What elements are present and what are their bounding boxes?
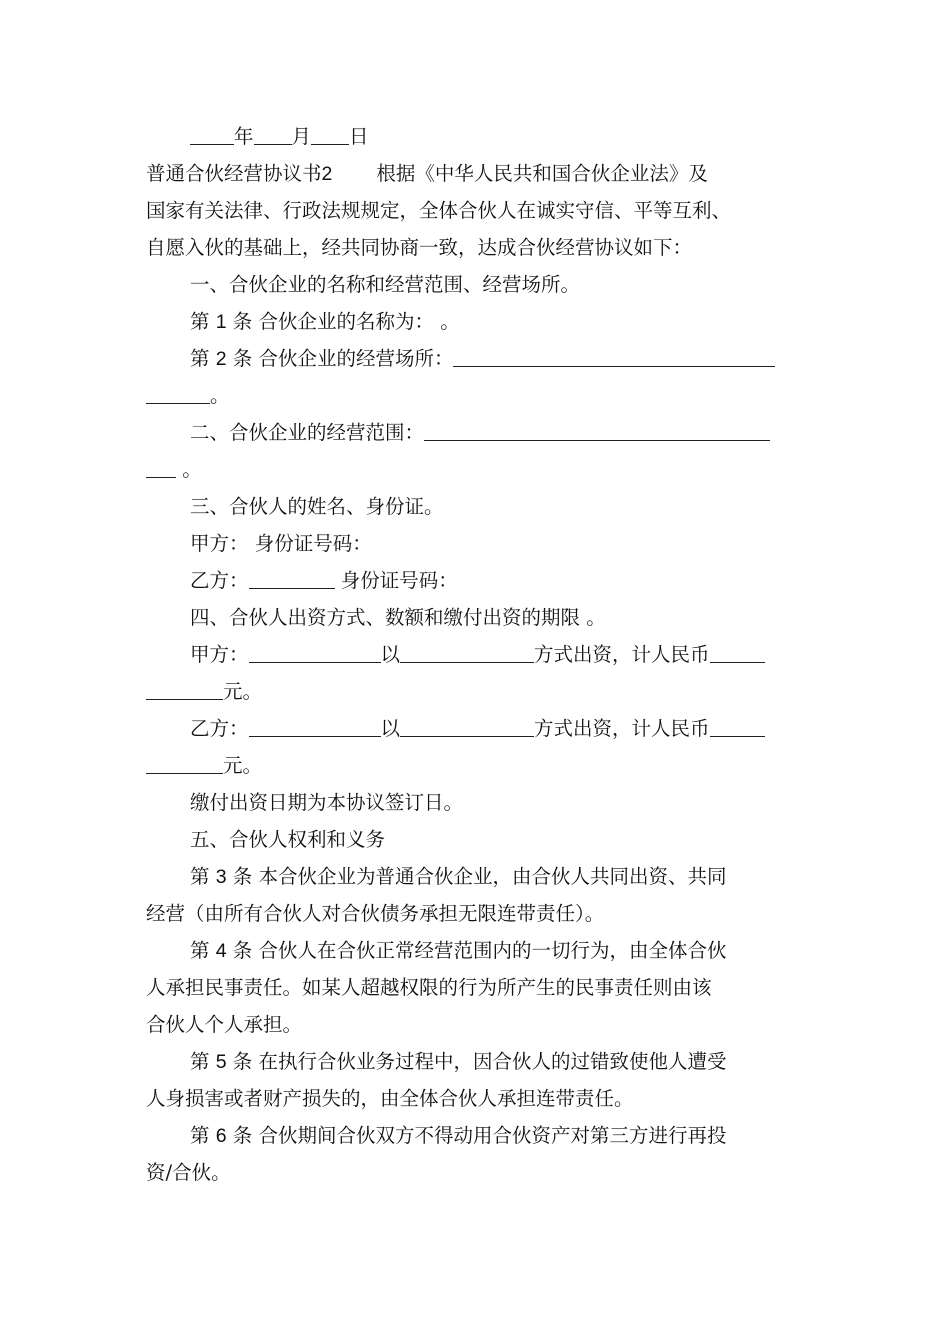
article-2-prefix: 第 — [190, 347, 210, 370]
capital-a-rmb-blank — [710, 640, 765, 663]
article-4-prefix: 第 — [190, 939, 210, 962]
article-3-text: 条 本合伙企业为普通合伙企业，由合伙人共同出资、共同 — [232, 865, 727, 888]
section-1-heading: 一、合伙企业的名称和经营范围、经营场所。 — [190, 273, 581, 296]
capital-b-with: 以 — [380, 717, 401, 740]
article-1-number: 1 — [215, 311, 227, 333]
article-6-text: 条 合伙期间合伙双方不得动用合伙资产对第三方进行再投 — [232, 1124, 727, 1147]
intro-line-2: 国家有关法律、行政法规规定，全体合伙人在诚实守信、平等互利、 — [146, 199, 732, 222]
capital-b — [146, 710, 811, 747]
capital-a-method-blank — [400, 640, 534, 663]
article-1-text: 条 合伙企业的名称为： — [232, 310, 434, 333]
section-3-heading: 三、合伙人的姓名、身份证。 — [190, 495, 444, 518]
month-label: 月 — [291, 125, 312, 148]
year-label: 年 — [234, 125, 254, 148]
month-blank — [254, 122, 292, 145]
article-2-cont — [146, 377, 811, 414]
business-scope-blank-cont — [146, 455, 176, 478]
party-b-label: 乙方： — [190, 569, 249, 592]
intro-line-3: 自愿入伙的基础上，经共同协商一致，达成合伙经营协议如下： — [146, 236, 693, 259]
capital-a-unit: 元。 — [223, 680, 263, 703]
article-1-end: 。 — [440, 310, 460, 333]
article-5-text: 条 在执行合伙业务过程中，因合伙人的过错致使他人遭受 — [232, 1050, 727, 1073]
day-blank — [311, 122, 349, 145]
business-scope-blank — [424, 418, 770, 441]
section-5-heading: 五、合伙人权利和义务 — [190, 828, 386, 851]
article-1 — [146, 303, 811, 340]
article-6-number: 6 — [215, 1125, 227, 1147]
article-4-number: 4 — [215, 940, 227, 962]
article-2-text: 条 合伙企业的经营场所： — [232, 347, 454, 370]
capital-a-amount-blank — [249, 640, 381, 663]
article-4-line-3: 合伙人个人承担。 — [146, 1013, 303, 1036]
capital-b-cont — [146, 747, 811, 784]
capital-a-label: 甲方： — [190, 643, 249, 666]
capital-a-method: 方式出资，计人民币 — [534, 643, 710, 666]
party-b-id-label: 身份证号码： — [340, 569, 458, 592]
capital-b-amount-blank — [249, 714, 381, 737]
article-5-number: 5 — [215, 1051, 227, 1073]
article-1-prefix: 第 — [190, 310, 210, 333]
party-b-name-blank — [249, 566, 335, 589]
capital-b-method-blank — [400, 714, 534, 737]
article-4 — [146, 932, 811, 969]
document-title-number: 2 — [321, 163, 333, 185]
article-4-text: 条 合伙人在合伙正常经营范围内的一切行为，由全体合伙 — [232, 939, 727, 962]
article-6-prefix: 第 — [190, 1124, 210, 1147]
party-a-id — [146, 525, 811, 562]
capital-a-rmb-blank-cont — [146, 677, 223, 700]
capital-a-cont — [146, 673, 811, 710]
article-3-number: 3 — [215, 866, 227, 888]
date-line — [146, 118, 811, 155]
article-3 — [146, 858, 811, 895]
party-a-label: 甲方： — [190, 532, 249, 555]
capital-b-label: 乙方： — [190, 717, 249, 740]
capital-a-with: 以 — [380, 643, 401, 666]
title-intro-line — [146, 155, 811, 192]
section-2 — [146, 414, 811, 451]
document-title: 普通合伙经营协议书 — [146, 162, 322, 185]
day-label: 日 — [349, 125, 369, 148]
section-2-label: 二、合伙企业的经营范围： — [190, 421, 425, 444]
section-4-heading: 四、合伙人出资方式、数额和缴付出资的期限 。 — [190, 606, 606, 629]
business-location-blank-cont — [146, 381, 210, 404]
section-2-end: 。 — [182, 458, 202, 481]
year-blank — [190, 122, 234, 145]
article-6 — [146, 1117, 811, 1154]
party-a-id-label: 身份证号码： — [254, 532, 372, 555]
article-5 — [146, 1043, 811, 1080]
capital-b-method: 方式出资，计人民币 — [534, 717, 710, 740]
capital-b-unit: 元。 — [223, 754, 263, 777]
payment-date: 缴付出资日期为本协议签订日。 — [190, 791, 464, 814]
article-5-prefix: 第 — [190, 1050, 210, 1073]
capital-b-rmb-blank-cont — [146, 751, 223, 774]
article-3-line-2: 经营（由所有合伙人对合伙债务承担无限连带责任）。 — [146, 902, 605, 925]
business-location-blank — [453, 344, 775, 367]
section-2-cont — [146, 451, 811, 488]
article-3-prefix: 第 — [190, 865, 210, 888]
article-2 — [146, 340, 811, 377]
party-b-id — [146, 562, 811, 599]
article-6-line-2: 资/合伙。 — [146, 1161, 231, 1184]
article-4-line-2: 人承担民事责任。如某人超越权限的行为所产生的民事责任则由该 — [146, 976, 712, 999]
intro-line-1: 根据《中华人民共和国合伙企业法》及 — [376, 162, 708, 185]
article-2-end: 。 — [210, 384, 230, 407]
article-5-line-2: 人身损害或者财产损失的，由全体合伙人承担连带责任。 — [146, 1087, 634, 1110]
capital-a — [146, 636, 811, 673]
document-body — [146, 118, 811, 1191]
article-2-number: 2 — [215, 348, 227, 370]
capital-b-rmb-blank — [710, 714, 765, 737]
